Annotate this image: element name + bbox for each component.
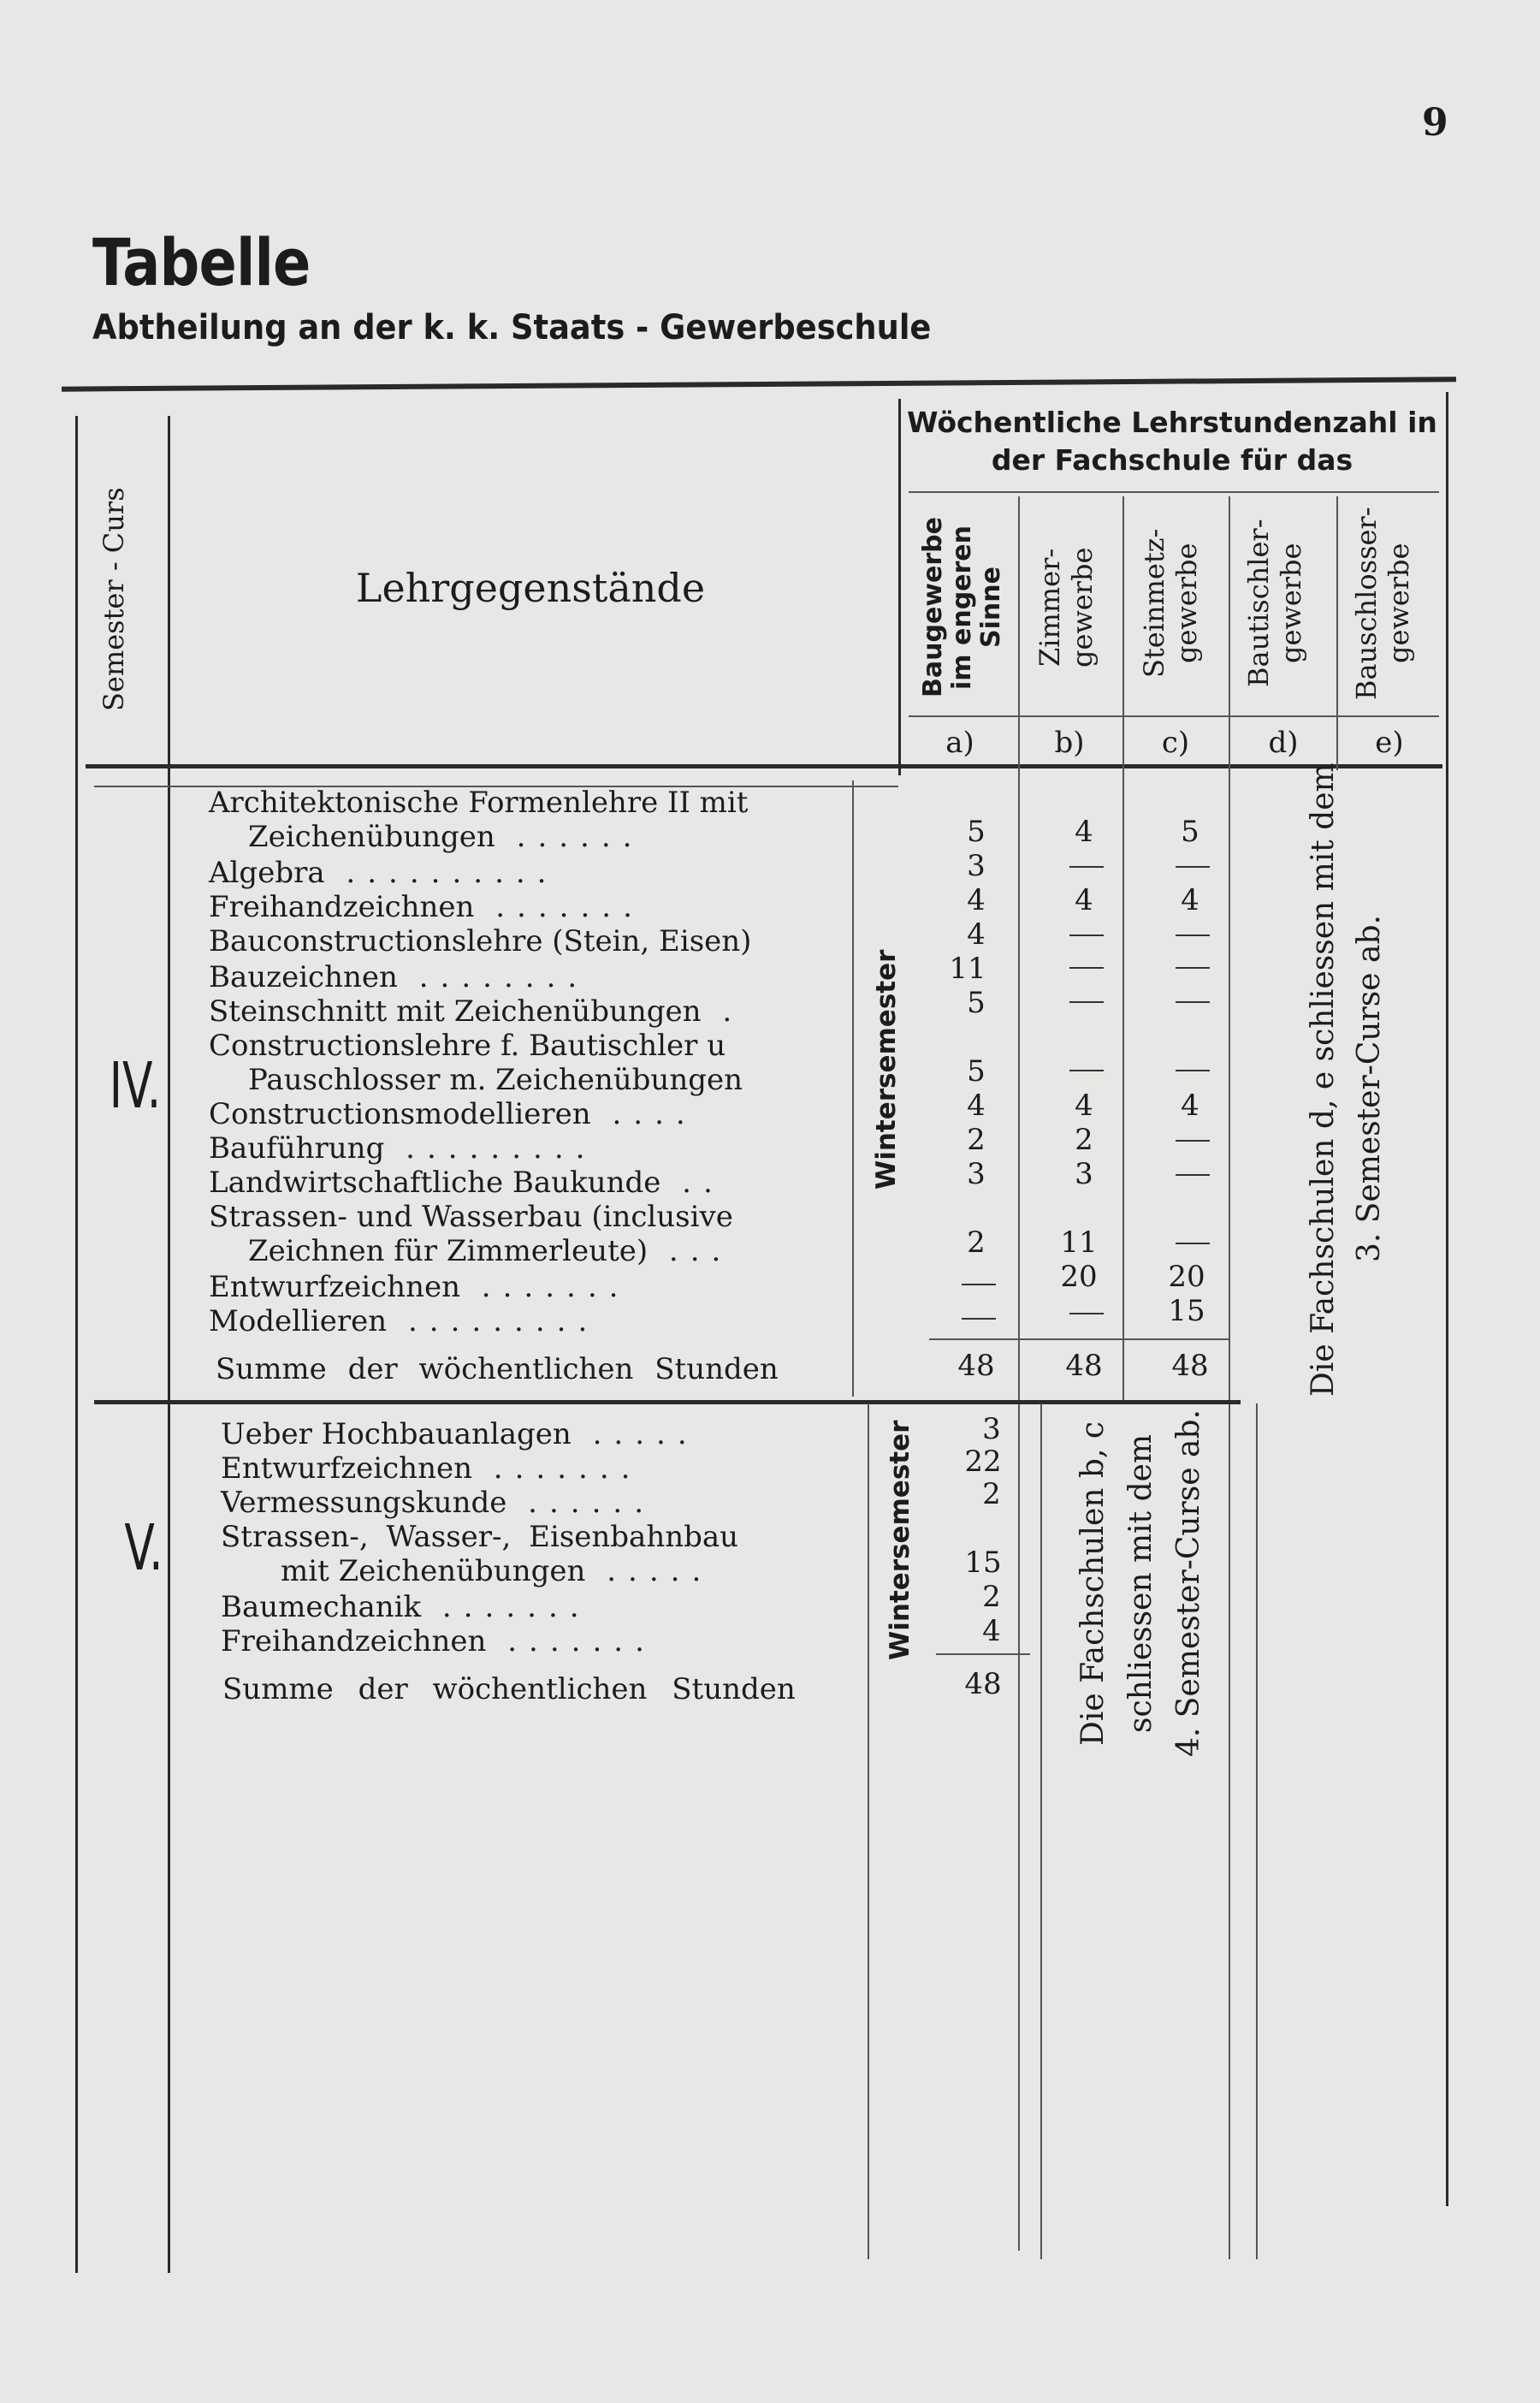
term-col-divider-v — [868, 1403, 869, 2259]
col-divider-lower-d — [1256, 1403, 1258, 2259]
subject-text: Landwirtschaftliche Baukunde — [209, 1166, 661, 1200]
col-header-a: Baugewerbe im engeren Sinne — [918, 517, 1006, 698]
subject-row: Landwirtschaftliche Baukunde .. — [209, 1166, 725, 1200]
term-label-v: Wintersemester — [885, 1420, 915, 1660]
subject-row: Ueber Hochbauanlagen ..... — [221, 1417, 699, 1451]
col-letter-e: e) — [1375, 726, 1404, 760]
subject-row: Entwurfzeichnen ....... — [221, 1451, 643, 1486]
semester-col-divider — [168, 416, 170, 2273]
subject-text: Constructionsmodellieren — [209, 1097, 591, 1131]
subject-row: Architektonische Formenlehre II mit — [209, 786, 749, 820]
empty-cell-dash — [1176, 1243, 1210, 1244]
note-line: 4. Semester-Curse ab. — [1171, 1409, 1206, 1757]
sum-cell-c-iv: 48 — [1171, 1349, 1209, 1383]
semester-col-header: Semester - Curs — [98, 487, 130, 711]
col-header-e: Bauschlosser- gewerbe — [1350, 507, 1415, 700]
cell-a-v: 22 — [964, 1445, 1002, 1479]
subject-row: Strassen-, Wasser-, Eisenbahnbau — [221, 1520, 739, 1554]
note-fachschulen-d-e — [1300, 762, 1395, 1397]
cell-b: 4 — [1075, 815, 1093, 849]
subject-row: Vermessungskunde ...... — [221, 1486, 656, 1520]
page-title: Tabelle — [92, 224, 311, 300]
subject-text: Algebra — [209, 856, 325, 890]
cell-b: 2 — [1075, 1123, 1093, 1157]
subject-row: Zeichnen für Zimmerleute) ... — [248, 1234, 733, 1268]
col-header-b: Zimmer- gewerbe — [1034, 547, 1099, 668]
col-header-c: Steinmetz- gewerbe — [1138, 528, 1203, 679]
subject-row: Entwurfzeichnen ....... — [209, 1270, 631, 1304]
subject-row: Bauführung ......... — [209, 1131, 597, 1166]
cell-a: 4 — [967, 917, 986, 952]
section-v-top-rule — [94, 1400, 1241, 1404]
subject-text: Zeichenübungen — [248, 820, 495, 854]
cell-a: 11 — [949, 952, 986, 986]
note-line: 3. Semester-Curse ab. — [1352, 915, 1387, 1262]
subject-text: Steinschnitt mit Zeichenübungen — [209, 994, 702, 1029]
sum-label-v: Summe der wöchentlichen Stunden — [222, 1672, 796, 1706]
subject-text: Zeichnen für Zimmerleute) — [248, 1234, 649, 1268]
note-line: Die Fachschulen d, e schliessen mit dem — [1306, 762, 1341, 1397]
sum-rule-iv — [929, 1338, 1229, 1340]
cell-a: 5 — [967, 986, 986, 1020]
subject-row: Bauzeichnen ........ — [209, 960, 589, 994]
col-letter-c: c) — [1161, 726, 1190, 760]
subject-text: mit Zeichenübungen — [281, 1554, 586, 1588]
cell-a-v: 2 — [982, 1477, 1001, 1511]
cell-c: 4 — [1181, 883, 1199, 917]
cell-c: 20 — [1168, 1260, 1205, 1294]
cell-a-v: 2 — [982, 1580, 1001, 1614]
empty-cell-dash — [1069, 934, 1104, 936]
cell-b: 20 — [1060, 1260, 1098, 1294]
sum-label-iv: Summe der wöchentlichen Stunden — [216, 1352, 779, 1386]
note-line: Die Fachschulen b, c — [1075, 1421, 1111, 1746]
semester-v-label: V. — [124, 1511, 163, 1585]
subject-row: Freihandzeichnen ....... — [221, 1624, 656, 1658]
subject-row: Bauconstructionslehre (Stein, Eisen) — [209, 924, 752, 958]
subject-text: Vermessungskunde — [221, 1486, 507, 1520]
subject-row: mit Zeichenübungen ..... — [281, 1554, 714, 1588]
cell-b: 11 — [1060, 1225, 1098, 1260]
subject-text: Freihandzeichnen — [221, 1624, 487, 1658]
subject-row: Constructionslehre f. Bautischler u — [209, 1029, 726, 1063]
subject-row: Constructionsmodellieren .... — [209, 1097, 697, 1131]
note-fachschulen-b-c — [1069, 1403, 1215, 1763]
subject-row: Steinschnitt mit Zeichenübungen . — [209, 994, 744, 1029]
cell-a-v: 15 — [964, 1546, 1002, 1580]
note-line: schliessen mit dem — [1123, 1433, 1158, 1733]
subject-row: Algebra .......... — [209, 856, 559, 890]
subject-text: Bauführung — [209, 1131, 385, 1166]
empty-cell-dash — [1069, 967, 1104, 969]
col-letter-a: a) — [945, 726, 974, 760]
cell-a: 2 — [967, 1225, 986, 1260]
empty-cell-dash — [1176, 1174, 1210, 1176]
empty-cell-dash — [962, 1318, 996, 1320]
empty-cell-dash — [1176, 934, 1210, 936]
empty-cell-dash — [1069, 1313, 1104, 1314]
subject-text: Entwurfzeichnen — [221, 1451, 472, 1486]
empty-cell-dash — [962, 1284, 996, 1285]
term-label-iv: Wintersemester — [871, 949, 902, 1190]
subject-row: Modellieren ......... — [209, 1304, 600, 1338]
cell-a: 5 — [967, 815, 986, 849]
cell-c: 5 — [1181, 815, 1199, 849]
empty-cell-dash — [1176, 1070, 1210, 1071]
subjects-col-header: Lehrgegenstände — [355, 565, 706, 611]
cell-a-v: 3 — [982, 1412, 1001, 1446]
subject-text: Baumechanik — [221, 1590, 422, 1624]
hours-col-divider — [898, 399, 901, 775]
table-right-border — [1446, 392, 1448, 2206]
cell-a: 2 — [967, 1123, 986, 1157]
sum-cell-a-v: 48 — [964, 1667, 1002, 1701]
subject-text: Entwurfzeichnen — [209, 1270, 460, 1304]
cell-a: 5 — [967, 1054, 986, 1089]
col-divider-c-d — [1229, 496, 1230, 2259]
letter-row-rule — [909, 715, 1439, 717]
col-header-d: Bautischler- gewerbe — [1242, 519, 1307, 688]
empty-cell-dash — [1176, 1001, 1210, 1003]
header-bottom-rule — [86, 764, 1442, 768]
subject-row: Strassen- und Wasserbau (inclusive — [209, 1200, 733, 1234]
cell-a: 3 — [967, 849, 986, 883]
cell-a: 3 — [967, 1157, 986, 1191]
cell-a: 4 — [967, 883, 986, 917]
table-left-border — [75, 416, 78, 2273]
cell-a-v: 4 — [982, 1614, 1001, 1648]
term-col-divider-iv — [852, 780, 854, 1397]
cell-b: 3 — [1075, 1157, 1093, 1191]
empty-cell-dash — [1176, 1140, 1210, 1142]
col-letter-b: b) — [1054, 726, 1085, 760]
sum-rule-v — [936, 1653, 1030, 1655]
page-subtitle: Abtheilung an der k. k. Staats - Gewerbeschule — [92, 308, 932, 347]
subject-text: Bauzeichnen — [209, 960, 398, 994]
cell-c: 4 — [1181, 1089, 1199, 1123]
empty-cell-dash — [1069, 1001, 1104, 1003]
subject-row: Freihandzeichnen ....... — [209, 890, 644, 924]
table-top-rule — [62, 377, 1456, 391]
cell-b: 4 — [1075, 1089, 1093, 1123]
semester-iv-label: IV. — [109, 1049, 162, 1123]
subject-row: Zeichenübungen ...... — [248, 820, 644, 854]
empty-cell-dash — [1176, 866, 1210, 868]
subject-row: Baumechanik ....... — [221, 1590, 591, 1624]
sum-cell-a-iv: 48 — [957, 1349, 995, 1383]
empty-cell-dash — [1069, 1070, 1104, 1071]
empty-cell-dash — [1176, 967, 1210, 969]
cell-c: 15 — [1168, 1294, 1205, 1328]
hours-header: Wöchentliche Lehrstundenzahl in der Fachschule für das — [907, 406, 1437, 477]
empty-cell-dash — [1069, 866, 1104, 868]
col-letter-d: d) — [1268, 726, 1299, 760]
col-divider-b-c — [1122, 496, 1124, 1403]
subject-text: Freihandzeichnen — [209, 890, 475, 924]
subject-text: Ueber Hochbauanlagen — [221, 1417, 572, 1451]
subject-row: Pauschlosser m. Zeichenübungen — [248, 1063, 743, 1097]
cell-a: 4 — [967, 1089, 986, 1123]
hours-header-rule — [909, 491, 1439, 493]
page-number: 9 — [1422, 101, 1448, 145]
col-divider-lower-b — [1040, 1403, 1042, 2259]
subject-text: Modellieren — [209, 1304, 388, 1338]
cell-b: 4 — [1075, 883, 1093, 917]
sum-cell-b-iv: 48 — [1065, 1349, 1103, 1383]
